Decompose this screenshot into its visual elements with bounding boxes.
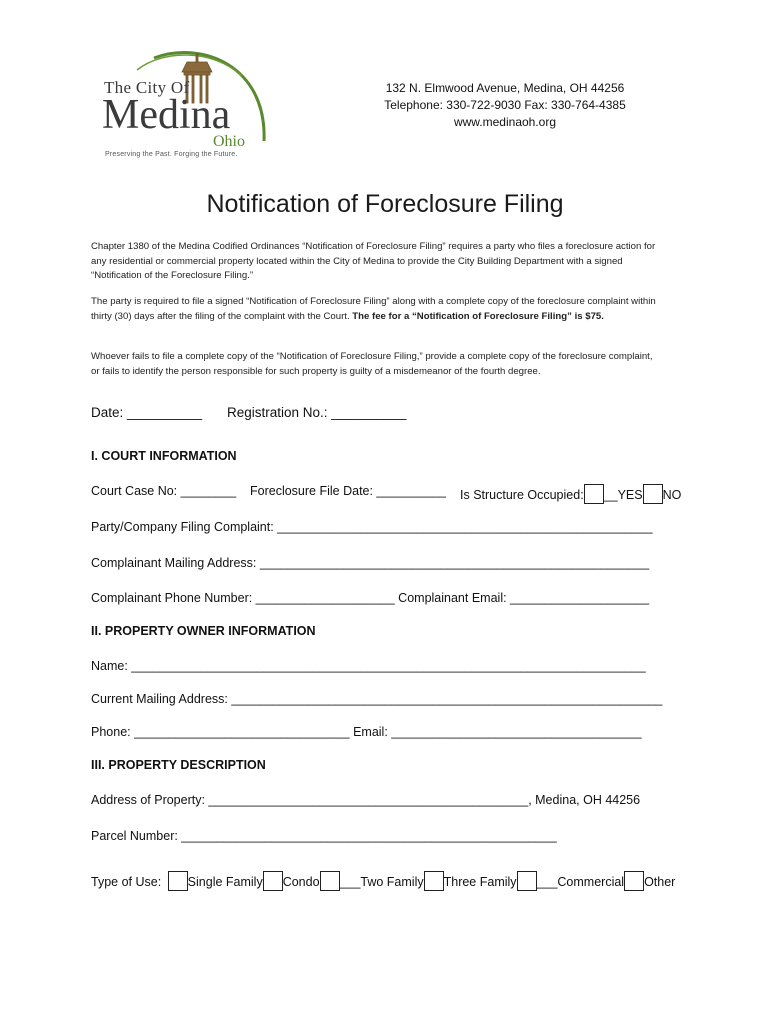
type-of-use-label: Type of Use: <box>91 875 162 889</box>
requirement-paragraph <box>91 295 661 324</box>
owner-contact-field[interactable]: Phone: _______________________________ Email: ____________________________________ <box>91 725 642 739</box>
page-title: Notification of Foreclosure Filing <box>206 190 564 218</box>
complainant-contact-field[interactable]: Complainant Phone Number: ____________________ Complainant Email: ____________________ <box>91 591 650 605</box>
city-logo <box>92 46 282 164</box>
owner-name-field[interactable]: Name: __________________________________________________________________________ <box>91 659 646 673</box>
no-label: NO <box>662 488 682 502</box>
single-family-checkbox[interactable] <box>168 871 188 891</box>
court-case-field[interactable]: Court Case No: ________ <box>91 484 237 498</box>
two-family-checkbox[interactable] <box>320 871 340 891</box>
registration-field[interactable]: Registration No.: __________ <box>227 405 407 420</box>
condo-checkbox[interactable] <box>263 871 283 891</box>
type-of-use-row <box>91 871 675 891</box>
yes-checkbox[interactable] <box>584 484 604 504</box>
penalty-paragraph: Whoever fails to file a complete copy of the “Notification of Foreclosure Filing,” provide a complete copy of the foreclosure complaint, or fails to identify the person responsible for such property is guilty of a misdemeanor of the fourth degree. <box>91 351 653 377</box>
property-description-heading: III. PROPERTY DESCRIPTION <box>91 758 266 772</box>
commercial-label: ___Commercial <box>536 875 625 889</box>
parcel-number-field[interactable]: Parcel Number: ______________________________________________________ <box>91 829 557 843</box>
fee-text: The fee for a “Notification of Foreclosure Filing” is $75. <box>352 310 604 322</box>
condo-label: Condo <box>282 875 320 889</box>
other-label: Other <box>644 875 676 889</box>
address-block <box>345 80 665 131</box>
complainant-mailing-field[interactable]: Complainant Mailing Address: ________________________________________________________ <box>91 556 650 570</box>
intro-paragraph: Chapter 1380 of the Medina Codified Ordinances “Notification of Foreclosure Filing” requires a party who files a foreclosure action for any residential or commercial property located within the City of Medina to provide the City Building Department with a signed “Notification of the Foreclosure Filing.” <box>91 241 656 281</box>
no-checkbox[interactable] <box>643 484 663 504</box>
three-family-label: Three Family <box>443 875 517 889</box>
address-website: www.medinaoh.org <box>453 115 557 129</box>
address-street: 132 N. Elmwood Avenue, Medina, OH 44256 <box>385 81 625 95</box>
logo-medina: Medina <box>102 92 231 138</box>
property-address-field[interactable]: Address of Property: ______________________________________________, Medina, OH 44256 <box>91 793 641 807</box>
owner-mailing-field[interactable]: Current Mailing Address: ______________________________________________________________ <box>91 692 663 706</box>
owner-info-heading: II. PROPERTY OWNER INFORMATION <box>91 624 316 638</box>
date-field[interactable]: Date: __________ <box>91 405 203 420</box>
single-family-label: Single Family <box>187 875 263 889</box>
commercial-checkbox[interactable] <box>517 871 537 891</box>
requirement-text: The party is required to file a signed “Notification of Foreclosure Filing” along with a complete copy of the foreclosure complaint within thirty (30) days after the filing of the complaint with the Court. <box>91 296 656 322</box>
court-info-heading: I. COURT INFORMATION <box>91 449 237 463</box>
logo-slogan: Preserving the Past. Forging the Future. <box>105 151 238 158</box>
three-family-checkbox[interactable] <box>424 871 444 891</box>
occupied-label: Is Structure Occupied: <box>460 488 584 502</box>
other-checkbox[interactable] <box>624 871 644 891</box>
yes-label: __YES <box>603 488 643 502</box>
logo-ohio: Ohio <box>213 133 245 150</box>
occupied-question <box>460 484 681 504</box>
foreclosure-date-field[interactable]: Foreclosure File Date: __________ <box>250 484 446 498</box>
filing-party-field[interactable]: Party/Company Filing Complaint: ______________________________________________________ <box>91 520 653 534</box>
two-family-label: ___Two Family <box>339 875 424 889</box>
address-phones: Telephone: 330-722-9030 Fax: 330-764-4385 <box>384 98 626 112</box>
logo-the-city-of: The City Of <box>104 78 190 97</box>
